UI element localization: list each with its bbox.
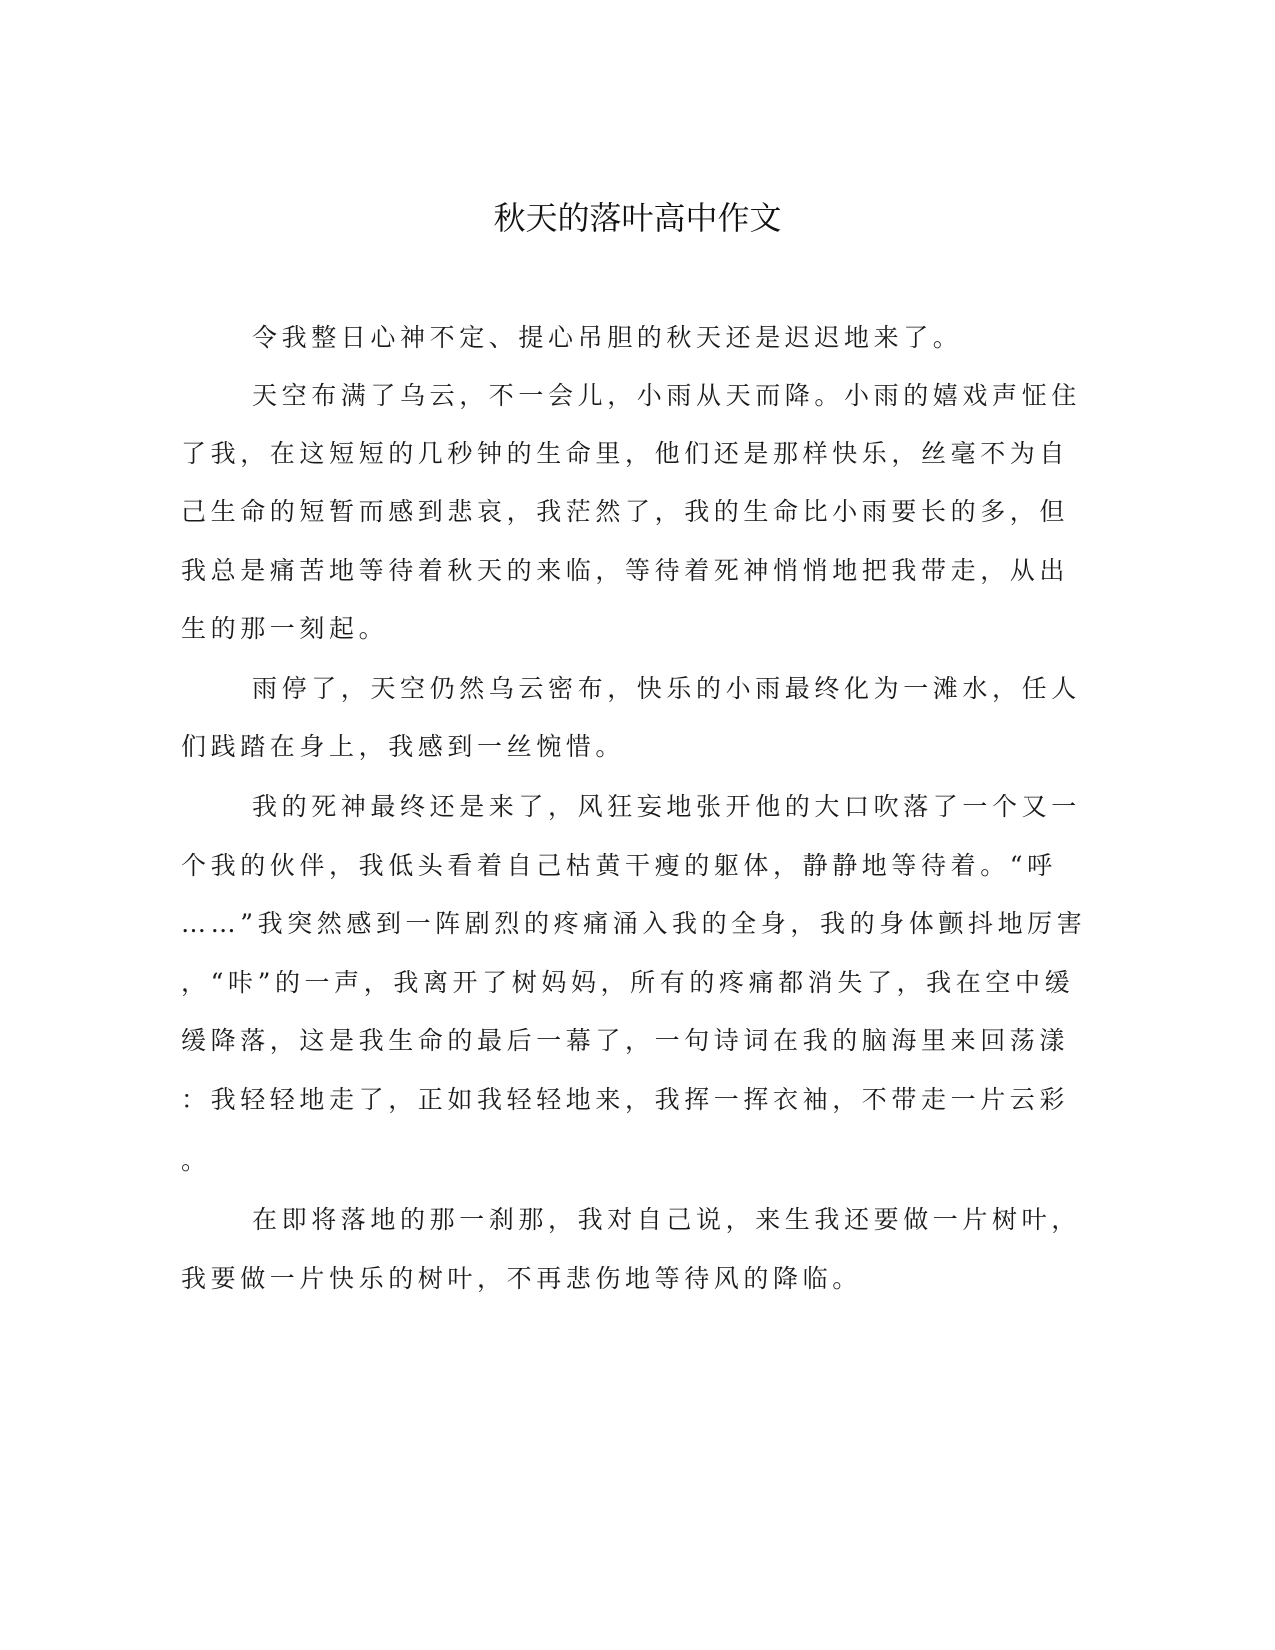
paragraph-2-line-2: 了我，在这短短的几秒钟的生命里，他们还是那样快乐，丝毫不为自 bbox=[181, 439, 1070, 468]
paragraph-3-line-2: 们践踏在身上，我感到一丝惋惜。 bbox=[181, 732, 626, 761]
paragraph-4-line-5: 缓降落，这是我生命的最后一幕了，一句诗词在我的脑海里来回荡漾 bbox=[181, 1026, 1070, 1055]
paragraph-4-line-6: ：我轻轻地走了，正如我轻轻地来，我挥一挥衣袖，不带走一片云彩 bbox=[181, 1085, 1070, 1114]
paragraph-4-line-4: ，“咔”的一声，我离开了树妈妈，所有的疼痛都消失了，我在空中缓 bbox=[181, 968, 1075, 997]
paragraph-1-line-1: 令我整日心神不定、提心吊胆的秋天还是迟迟地来了。 bbox=[252, 323, 963, 352]
paragraph-2-line-4: 我总是痛苦地等待着秋天的来临，等待着死神悄悄地把我带走，从出 bbox=[181, 556, 1070, 585]
paragraph-4-line-3: ……”我突然感到一阵剧烈的疼痛涌入我的全身，我的身体颤抖地厉害 bbox=[181, 909, 1087, 938]
paragraph-4-line-1: 我的死神最终还是来了，风狂妄地张开他的大口吹落了一个又一 bbox=[252, 792, 1081, 821]
paragraph-4-line-7: 。 bbox=[181, 1146, 211, 1175]
paragraph-2-line-5: 生的那一刻起。 bbox=[181, 614, 389, 643]
document-title: 秋天的落叶高中作文 bbox=[493, 199, 782, 237]
paragraph-5-line-2: 我要做一片快乐的树叶，不再悲伤地等待风的降临。 bbox=[181, 1264, 862, 1293]
paragraph-5-line-1: 在即将落地的那一刹那，我对自己说，来生我还要做一片树叶， bbox=[252, 1205, 1081, 1234]
paragraph-4-line-2: 个我的伙伴，我低头看着自己枯黄干瘦的躯体，静静地等待着。“呼 bbox=[181, 851, 1057, 880]
paragraph-3-line-1: 雨停了，天空仍然乌云密布，快乐的小雨最终化为一滩水，任人 bbox=[252, 674, 1081, 703]
paragraph-2-line-3: 己生命的短暂而感到悲哀，我茫然了，我的生命比小雨要长的多，但 bbox=[181, 497, 1070, 526]
paragraph-2-line-1: 天空布满了乌云，不一会儿，小雨从天而降。小雨的嬉戏声怔住 bbox=[252, 381, 1081, 410]
